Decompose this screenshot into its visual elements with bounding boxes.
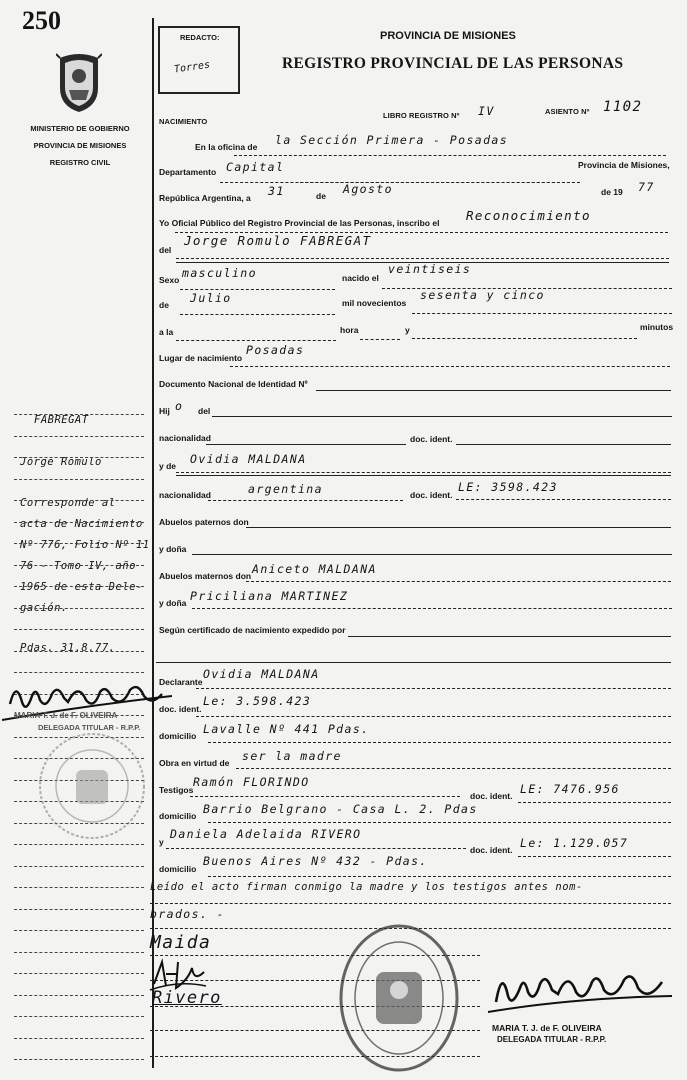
margin-ruled-line (14, 543, 144, 544)
form-field-line (175, 232, 668, 233)
declarante-domicile-label: domicilio (159, 731, 197, 741)
libro-label: LIBRO REGISTRO Nº (383, 111, 460, 120)
margin-ruled-line (14, 866, 144, 867)
margin-stamp-name: MARIA T. J. de F. OLIVEIRA (14, 711, 118, 720)
margin-place-date: Pdas. 31.8.77. (20, 642, 116, 654)
margin-stamp-title: DELEGADA TITULAR - R.P.P. (38, 723, 141, 732)
form-field-line (246, 581, 671, 582)
de-month-label: de (159, 300, 169, 310)
form-field-line (212, 416, 672, 417)
oficina-value: la Sección Primera - Posadas (275, 133, 509, 147)
margin-ruled-line (14, 436, 144, 437)
drafted-by-box (158, 26, 240, 94)
form-field-line (192, 554, 672, 555)
mother-doc-value: LE: 3598.423 (458, 480, 558, 494)
witness2-domicile-value: Buenos Aires Nº 432 - Pdas. (203, 854, 428, 868)
margin-ruled-line (14, 522, 144, 523)
province-label: PROVINCIA DE MISIONES (33, 141, 127, 150)
maternal-grandparents-label: Abuelos maternos don (159, 571, 252, 581)
registry-title: REGISTRO PROVINCIAL DE LAS PERSONAS (282, 55, 624, 72)
margin-ruled-line (14, 952, 144, 953)
margin-ruled-line (14, 479, 144, 480)
form-field-line (156, 662, 671, 663)
form-field-line (176, 340, 336, 341)
maternal-grandmother-value: Priciliana MARTINEZ (190, 589, 349, 603)
declarante-value: Ovidia MALDANA (203, 667, 320, 681)
declarante-label: Declarante (159, 677, 203, 687)
coat-of-arms-icon (56, 52, 102, 114)
margin-note-line: gación. (20, 602, 68, 614)
nacido-value: veintiseis (388, 262, 472, 276)
margin-given-names: Jorge Romulo (20, 456, 102, 468)
mother-nationality-value: argentina (248, 482, 323, 496)
margin-ruled-line (14, 608, 144, 609)
asiento-value: 1102 (603, 99, 643, 115)
hijo-label: Hij (159, 406, 170, 416)
witness1-domicile-value: Barrio Belgrano - Casa L. 2. Pdas (203, 802, 478, 816)
margin-ruled-line (14, 909, 144, 910)
form-field-line (176, 258, 669, 259)
lugar-value: Posadas (246, 343, 305, 357)
nacido-label: nacido el (342, 273, 379, 283)
form-field-line (208, 876, 671, 877)
margin-ruled-line (14, 500, 144, 501)
asiento-label: ASIENTO Nº (545, 107, 590, 116)
form-field-line (208, 500, 403, 501)
mother-doc-label: doc. ident. (410, 490, 453, 500)
form-field-line (150, 903, 671, 904)
province-title: PROVINCIA DE MISIONES (380, 30, 516, 42)
margin-ruled-line (14, 565, 144, 566)
witness2-name: Daniela Adelaida RIVERO (170, 827, 362, 841)
birth-year-value: sesenta y cinco (420, 288, 545, 302)
de-label: de (316, 191, 326, 201)
maternal-grandmother-label: y doña (159, 598, 187, 608)
hora-label: hora (340, 325, 359, 335)
margin-ruled-line (14, 629, 144, 630)
mother-nationality-label: nacionalidad (159, 490, 211, 500)
witness2-y-label: y (159, 837, 164, 847)
margin-ruled-line (14, 457, 144, 458)
form-field-line (316, 390, 671, 391)
declarante-doc-value: Le: 3.598.423 (203, 694, 312, 708)
closing-line-2: brados. - (150, 907, 225, 921)
form-field-line (456, 499, 671, 500)
departamento-label: Departamento (159, 167, 217, 177)
form-field-line (456, 444, 671, 445)
paternal-grandmother-label: y doña (159, 544, 187, 554)
form-field-line (176, 475, 671, 476)
form-field-line (180, 289, 335, 290)
oficina-label: En la oficina de (195, 142, 258, 152)
page-number: 250 (22, 6, 61, 35)
witness2-signature: Rivero (152, 988, 222, 1008)
ministry-label: MINISTERIO DE GOBIERNO (30, 124, 130, 133)
mother-value: Ovidia MALDANA (190, 452, 307, 466)
form-field-line (518, 802, 671, 803)
obra-label: Obra en virtud de (159, 758, 230, 768)
margin-ruled-line (14, 1016, 144, 1017)
mil-label: mil novecientos (342, 298, 407, 308)
month-value: Agosto (343, 182, 393, 196)
form-field-line (518, 856, 671, 857)
witness2-doc-value: Le: 1.129.057 (520, 836, 629, 850)
margin-ruled-line (14, 973, 144, 974)
official-title: DELEGADA TITULAR - R.P.P. (497, 1035, 607, 1044)
form-field-line (412, 313, 672, 314)
declarante-domicile-value: Lavalle Nº 441 Pdas. (203, 722, 370, 736)
form-field-line (348, 636, 671, 637)
form-field-line (234, 155, 666, 156)
form-field-line (180, 314, 335, 315)
form-field-line (192, 608, 672, 609)
margin-ruled-line (14, 887, 144, 888)
sexo-value: masculino (182, 266, 257, 280)
margin-ruled-line (14, 672, 144, 673)
official-name: MARIA T. J. de F. OLIVEIRA (492, 1023, 602, 1033)
year-value: 77 (638, 180, 655, 194)
margin-surname: FABREGAT (34, 414, 89, 426)
form-field-line (246, 527, 671, 528)
margin-ruled-line (14, 414, 144, 415)
witness1-domicile-label: domicilio (159, 811, 197, 821)
closing-line-1: Leído el acto firman conmigo la madre y los testigos antes nom- (150, 881, 583, 893)
margin-ruled-line (14, 995, 144, 996)
witness2-doc-label: doc. ident. (470, 845, 513, 855)
margin-ruled-line (14, 1059, 144, 1060)
certificate-label: Según certificado de nacimiento expedido por (159, 625, 346, 635)
margin-ruled-line (14, 930, 144, 931)
del-label: del (159, 245, 172, 255)
witness1-name: Ramón FLORINDO (193, 775, 310, 789)
margin-note-line: 76 - Tomo IV, año (20, 560, 136, 572)
testigos-label: Testigos (159, 785, 194, 795)
provincia-label: Provincia de Misiones, (578, 160, 670, 170)
form-field-line (360, 339, 400, 340)
civil-registry-label: REGISTRO CIVIL (49, 158, 111, 167)
birth-month-value: Julio (190, 291, 232, 305)
form-field-line (208, 742, 671, 743)
form-field-line (300, 182, 580, 183)
hijo-del-label: del (198, 406, 211, 416)
sexo-label: Sexo (159, 275, 180, 285)
mother-signature: Maida (150, 932, 212, 953)
y-label: y (405, 325, 410, 335)
father-nationality-label: nacionalidad (159, 433, 211, 443)
form-field-line (236, 768, 671, 769)
nacimiento-label: NACIMIENTO (159, 117, 208, 126)
margin-ruled-line (14, 586, 144, 587)
form-field-line (230, 366, 670, 367)
form-field-line (166, 848, 466, 849)
margin-seal-icon (36, 730, 148, 842)
lugar-label: Lugar de nacimiento (159, 353, 243, 363)
y-de-label: y de (159, 461, 177, 471)
paternal-grandparents-label: Abuelos paternos don (159, 517, 249, 527)
official-signature-icon (482, 962, 677, 1022)
obra-value: ser la madre (242, 749, 342, 763)
maternal-grandfather-value: Aniceto MALDANA (252, 562, 377, 576)
declarante-doc-label: doc. ident. (159, 704, 202, 714)
witness2-domicile-label: domicilio (159, 864, 197, 874)
witness1-doc-value: LE: 7476.956 (520, 782, 620, 796)
day-value: 31 (268, 184, 285, 198)
a-la-label: a la (159, 327, 174, 337)
witness1-doc-label: doc. ident. (470, 791, 513, 801)
margin-ruled-line (14, 1038, 144, 1039)
minutos-label: minutos (640, 322, 674, 332)
margin-note-line: Nº 776, Folio Nº 11 (20, 539, 150, 551)
form-field-line (208, 822, 671, 823)
form-field-line (196, 688, 671, 689)
form-field-line (206, 444, 406, 445)
margin-ruled-line (14, 844, 144, 845)
form-field-line (190, 796, 460, 797)
year-prefix-label: de 19 (601, 187, 623, 197)
drafted-by-value: Torres (173, 59, 211, 76)
oficial-label: Yo Oficial Público del Registro Provincial de las Personas, inscribo el (159, 218, 440, 228)
margin-note-line: acta de Nacimiento (20, 518, 143, 530)
departamento-value: Capital (226, 160, 285, 174)
registered-name-value: Jorge Romulo FABREGAT (184, 233, 372, 248)
official-seal-icon (334, 920, 464, 1075)
form-field-line (176, 472, 671, 473)
form-field-line (412, 338, 637, 339)
form-field-line (176, 262, 669, 263)
father-doc-label: doc. ident. (410, 434, 453, 444)
margin-note-line: 1965 de esta Dele- (20, 581, 143, 593)
margin-ruled-line (14, 651, 144, 652)
dni-label: Documento Nacional de Identidad Nº (159, 379, 308, 389)
hijo-suffix: o (175, 399, 184, 413)
act-value: Reconocimiento (466, 208, 591, 223)
form-field-line (196, 716, 671, 717)
libro-value: IV (478, 104, 495, 118)
form-field-line (382, 288, 672, 289)
republica-label: República Argentina, a (159, 193, 251, 203)
margin-note-line: Corresponde al (20, 497, 116, 509)
drafted-by-label: REDACTO: (180, 33, 220, 42)
